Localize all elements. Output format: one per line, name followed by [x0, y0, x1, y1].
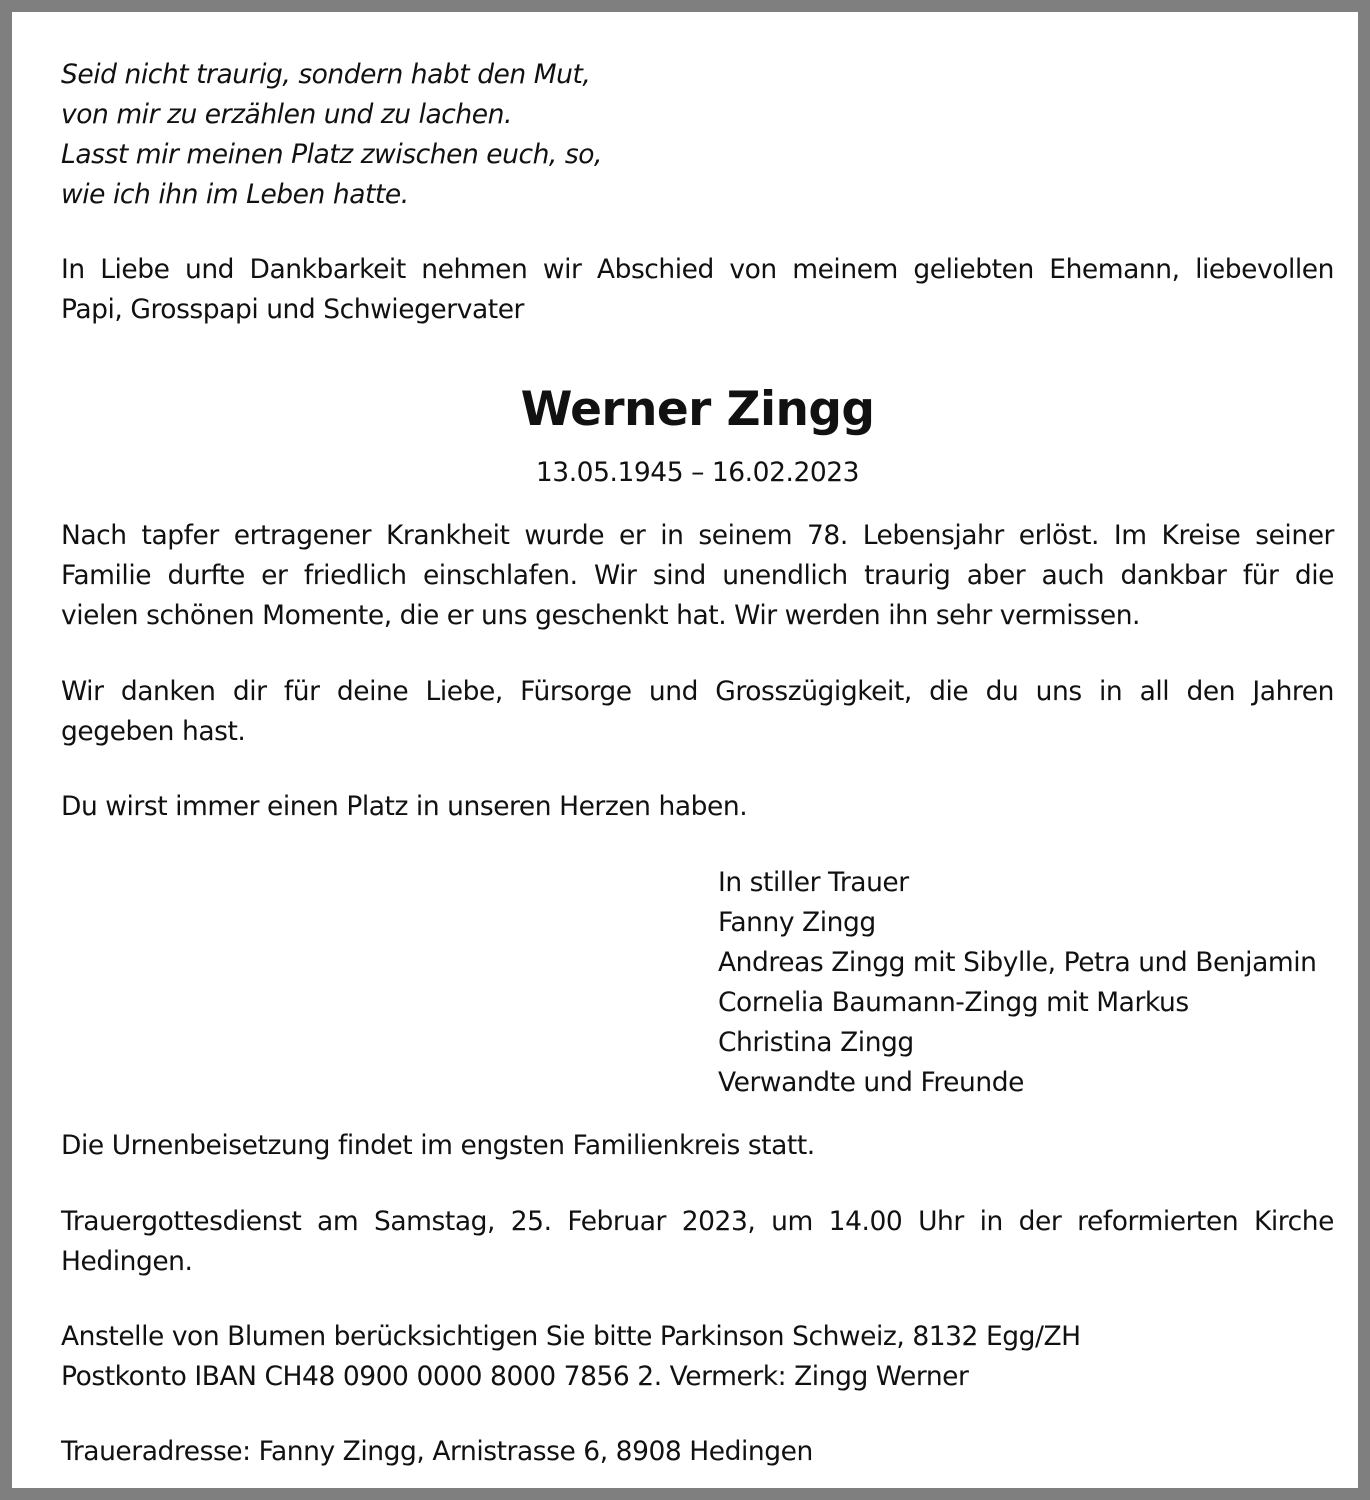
mourner-line: Andreas Zingg mit Sibylle, Petra und Benjamin: [718, 947, 1317, 978]
poem-line-3: Lasst mir meinen Platz zwischen euch, so,: [61, 139, 602, 170]
burial-notice: Die Urnenbeisetzung findet im engsten Familienkreis statt.: [61, 1130, 815, 1161]
donation-line-1: Anstelle von Blumen berücksichtigen Sie bitte Parkinson Schweiz, 8132 Egg/ZH: [61, 1321, 1081, 1352]
service-line-1: Trauergottesdienst am Samstag, 25. Februar 2023, um 14.00 Uhr in der reformierten Kirche: [61, 1206, 1334, 1237]
mourning-address: Traueradresse: Fanny Zingg, Arnistrasse 6, 8908 Hedingen: [61, 1436, 813, 1467]
donation-line-2: Postkonto IBAN CH48 0900 0000 8000 7856 2. Vermerk: Zingg Werner: [61, 1361, 969, 1392]
paragraph2-line-1: Wir danken dir für deine Liebe, Fürsorge und Grosszügigkeit, die du uns in all den Jahren: [61, 676, 1334, 707]
deceased-dates: 13.05.1945 – 16.02.2023: [535, 457, 860, 488]
deceased-name: Werner Zingg: [520, 382, 875, 437]
paragraph1-line-1: Nach tapfer ertragener Krankheit wurde er in seinem 78. Lebensjahr erlöst. Im Kreise seiner: [61, 520, 1334, 551]
mourners-heading: In stiller Trauer: [718, 867, 909, 898]
mourner-line: Cornelia Baumann-Zingg mit Markus: [718, 987, 1189, 1018]
mourner-line: Christina Zingg: [718, 1027, 914, 1058]
paragraph3: Du wirst immer einen Platz in unseren Herzen haben.: [61, 791, 748, 822]
intro-line-2: Papi, Grosspapi und Schwiegervater: [61, 294, 524, 325]
poem-line-4: wie ich ihn im Leben hatte.: [61, 179, 409, 210]
paragraph2-line-2: gegeben hast.: [61, 716, 246, 747]
paragraph1-line-2: Familie durfte er friedlich einschlafen. Wir sind unendlich traurig aber auch dankbar für die: [61, 560, 1334, 591]
poem-line-2: von mir zu erzählen und zu lachen.: [61, 99, 512, 130]
intro-line-1: In Liebe und Dankbarkeit nehmen wir Abschied von meinem geliebten Ehemann, liebevollen: [61, 254, 1334, 285]
mourner-line: Fanny Zingg: [718, 907, 876, 938]
paragraph1-line-3: vielen schönen Momente, die er uns geschenkt hat. Wir werden ihn sehr vermissen.: [61, 600, 1141, 631]
service-line-2: Hedingen.: [61, 1246, 193, 1277]
mourner-line: Verwandte und Freunde: [718, 1067, 1024, 1098]
poem-line-1: Seid nicht traurig, sondern habt den Mut,: [61, 59, 591, 90]
